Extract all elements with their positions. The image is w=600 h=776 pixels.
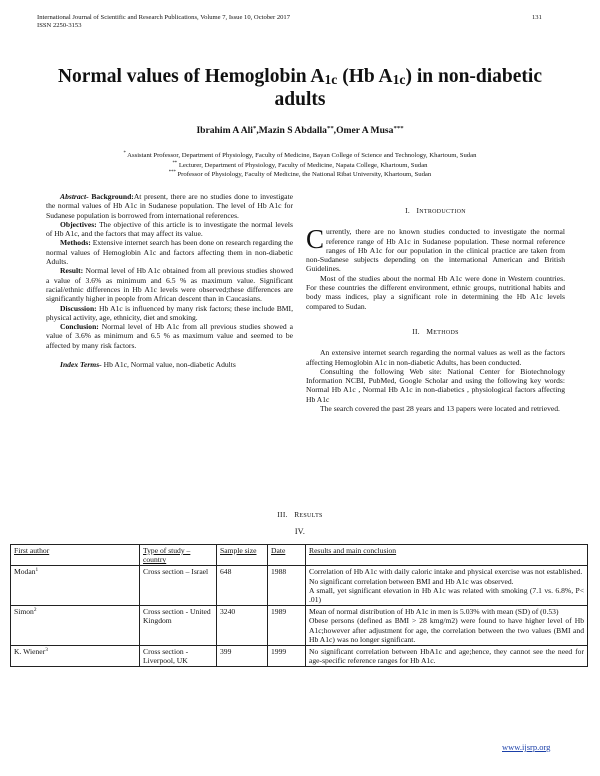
cell-results: Correlation of Hb A1c with daily caloric intake and physical exercise was not established. No significant correlation between BMI and Hb A1c was observed. A small, yet significant elevation in Hb A1c was related with smoking (7.1 vs. 6.8%, P< .01): [306, 566, 588, 606]
journal-website-link[interactable]: www.ijsrp.org: [502, 742, 551, 752]
results-subheading: IV.: [294, 527, 306, 536]
header-date: Date: [268, 545, 306, 566]
cell-author: Simon$^2$: [11, 606, 140, 646]
cell-author: K. Wiener$^3$: [11, 646, 140, 667]
affiliation-1: * Assistant Professor, Department of Physiology, Faculty of Medicine, Bayan College of Science and Technology, Khartoum, Sudan: [123, 151, 477, 159]
body-column: [306, 206, 565, 413]
header-results: Results and main conclusion: [306, 545, 588, 566]
abstract-background: Abstract- Background:At present, there are no studies done to investigate the normal values of Hb A1c in Sudanese population. The level of Hb A1c for Sudanese population is borrowed from international references.: [46, 192, 293, 220]
table-row: [11, 566, 588, 606]
results-table: [10, 544, 588, 667]
cell-date: 1988: [268, 566, 306, 606]
journal-issn: ISSN 2250-3153: [37, 22, 82, 29]
abstract-conclusion: Conclusion: Normal level of Hb A1c from all previous studies showed a value of 3.6% as minimum and 6.5 % as maximum value and seemed to be affected by many risk factors.: [46, 322, 293, 350]
intro-paragraph-1: Currently, there are no known studies conducted to investigate the normal reference range of Hb A1c in Sudanese population. These normal reference ranges of Hb A1c for our population in the clinical practice are taken from non-Sudanese subjects depending on the international American and British Guidelines.: [306, 224, 565, 274]
cell-type: Cross section - United Kingdom: [140, 606, 217, 646]
table-row: [11, 606, 588, 646]
cell-results: Mean of normal distribution of Hb A1c in men is 5.03% with mean (SD) of (0.53) Obese persons (defined as BMI > 28 kmg/m2) were found to have higher level of Hb A1c;however after adjustment for age, the correlation between the two values (BMI and Hb A1c) was no longer significant.: [306, 606, 588, 646]
abstract-methods: Methods: Extensive internet search has been done on research regarding the normal values of Hemoglobin A1c and factors affecting them in non-diabetic Adults.: [46, 238, 293, 267]
section-heading-results: III. RESULTS: [277, 510, 323, 519]
cell-size: 648: [217, 566, 268, 606]
affiliations: [40, 151, 560, 180]
cell-author: Modan$^1$: [11, 566, 140, 606]
cell-type: Cross section - Liverpool, UK: [140, 646, 217, 667]
cell-size: 3240: [217, 606, 268, 646]
header-first-author: First author: [11, 545, 140, 566]
abstract-column: [46, 192, 293, 369]
intro-paragraph-2: Most of the studies about the normal Hb A1c were done in Western countries. For these countries the different environment, ethnic groups, nutritional habits and body mass indices, play a significant role in determining the Hb A1c levels compared to Sudan.: [306, 273, 565, 311]
table-row: [11, 646, 588, 667]
journal-header: [37, 14, 437, 30]
cell-type: Cross section – Israel: [140, 566, 217, 606]
table-header-row: [11, 545, 588, 566]
cell-date: 1999: [268, 646, 306, 667]
header-sample-size: Sample size: [217, 545, 268, 566]
cell-size: 399: [217, 646, 268, 667]
affiliation-2: ** Lecturer, Department of Physiology, Faculty of Medicine, Napata College, Khartoum, Sudan: [172, 160, 428, 169]
page-number: 131: [532, 14, 542, 21]
journal-name: International Journal of Scientific and Research Publications, Volume 7, Issue 10, October 2017: [37, 14, 291, 21]
methods-paragraph-2: Consulting the following Web site: National Center for Biotechnology Information NCBI, PubMed, Google Scholar and using the following key words: Normal Hb A1c , Normal Hb A1c in non-diabetics , physiological factors affecting Hb A1c: [306, 366, 565, 404]
abstract-result: Result: Normal level of Hb A1c obtained from all previous studies showed a value of 3.6% as minimum and 6.5 % as maximum value. Significant racial/ethnic differences in Hb A1c levels were observed;these differences are significantly higher in people from African descent than in Caucasians.: [46, 266, 293, 304]
affiliation-3: *** Professor of Physiology, Faculty of Medicine, the National Ribat University, Khartoum, Sudan: [168, 170, 432, 179]
paper-title: Normal values of Hemoglobin $A_{1c}$ (Hb $A_{1c}$) in non-diabetic adults: [57, 66, 543, 110]
header-type-of-study: Type of study – country: [140, 545, 217, 566]
index-terms: Index Terms- Hb A1c, Normal value, non-diabetic Adults: [60, 360, 236, 370]
abstract-discussion: Discussion: Hb A1c is influenced by many risk factors; these include BMI, physical activity, age, ethnicity, diet and smoking.: [46, 303, 293, 322]
section-heading-methods: II. METHODS: [412, 326, 459, 336]
methods-paragraph-1: An extensive internet search regarding the normal values as well as the factors affecting Hemoglobin A1c in non-diabetic Adults, has been conducted.: [306, 348, 565, 367]
cell-date: 1989: [268, 606, 306, 646]
methods-paragraph-3: The search covered the past 28 years and 13 papers were located and retrieved.: [320, 404, 560, 414]
cell-results: No significant correlation between HbA1c and age;hence, they cannot see the need for age-specific reference ranges for Hb A1c.: [306, 646, 588, 667]
abstract-objectives: Objectives: The objective of this article is to investigate the normal levels of Hb A1c, and the factors that may affect its value.: [46, 219, 293, 239]
section-heading-introduction: I. INTRODUCTION: [405, 206, 466, 215]
author-list: Ibrahim A Ali*,Mazin S Abdalla**,Omer A Musa***: [196, 125, 404, 136]
